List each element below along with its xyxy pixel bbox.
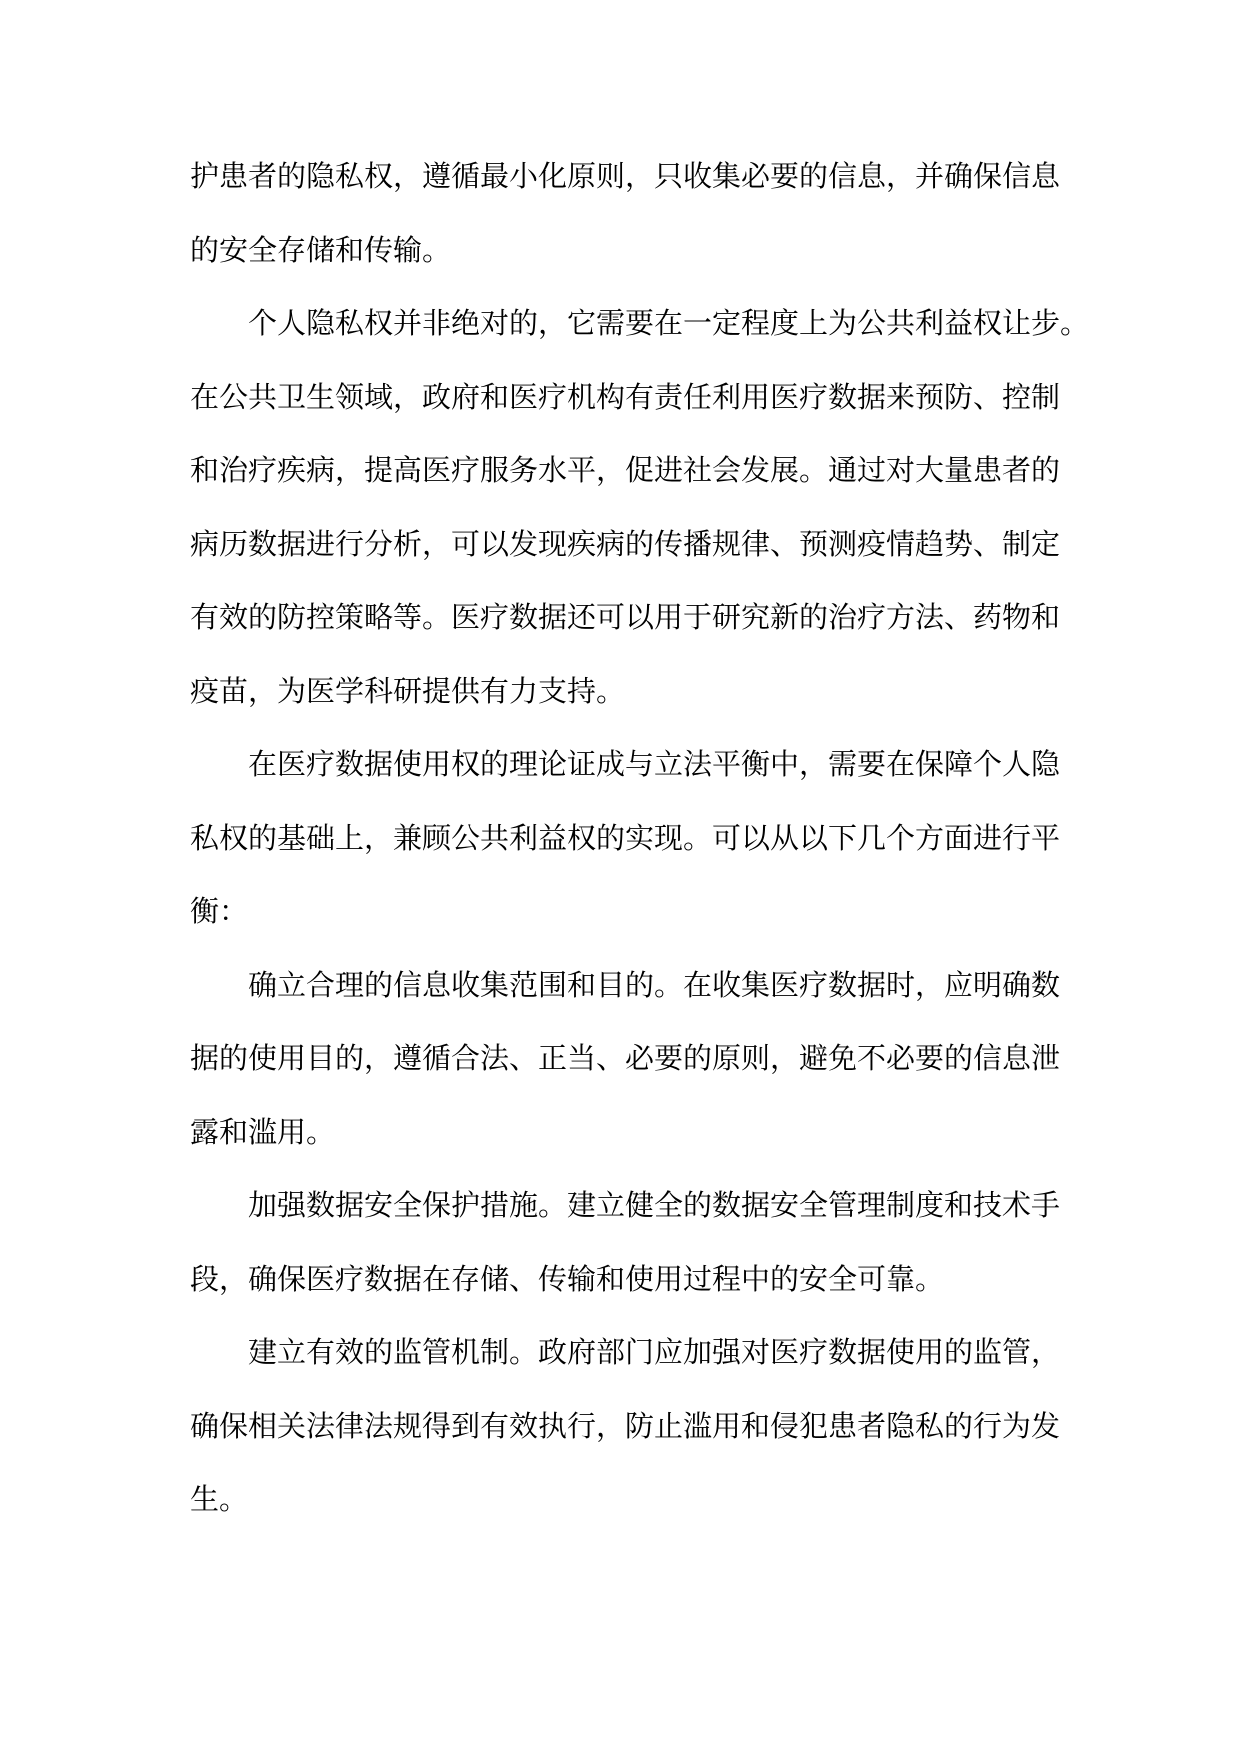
paragraph-line: 生。 bbox=[190, 1482, 249, 1516]
paragraph-line: 疫苗，为医学科研提供有力支持。 bbox=[190, 673, 626, 708]
paragraph-line: 个人隐私权并非绝对的，它需要在一定程度上为公共利益权让步。 bbox=[248, 306, 1090, 340]
paragraph-line: 私权的基础上，兼顾公共利益权的实现。可以从以下几个方面进行平 bbox=[190, 820, 1061, 855]
paragraph-line: 确保相关法律法规得到有效执行，防止滥用和侵犯患者隐私的行为发 bbox=[190, 1408, 1061, 1443]
paragraph-line: 衡： bbox=[190, 894, 249, 928]
paragraph-line: 病历数据进行分析，可以发现疾病的传播规律、预测疫情趋势、制定 bbox=[190, 526, 1061, 561]
paragraph-line: 加强数据安全保护措施。建立健全的数据安全管理制度和技术手 bbox=[248, 1188, 1061, 1222]
paragraph-line: 露和滥用。 bbox=[190, 1114, 336, 1149]
paragraph-line: 据的使用目的，遵循合法、正当、必要的原则，避免不必要的信息泄 bbox=[190, 1041, 1061, 1075]
paragraph-line: 有效的防控策略等。医疗数据还可以用于研究新的治疗方法、药物和 bbox=[190, 600, 1061, 634]
document-body bbox=[190, 140, 1090, 1537]
paragraph-line: 在医疗数据使用权的理论证成与立法平衡中，需要在保障个人隐 bbox=[248, 747, 1061, 781]
paragraph-line: 段，确保医疗数据在存储、传输和使用过程中的安全可靠。 bbox=[190, 1261, 945, 1296]
paragraph-line: 的安全存储和传输。 bbox=[190, 232, 452, 267]
paragraph-line: 护患者的隐私权，遵循最小化原则，只收集必要的信息，并确保信息 bbox=[190, 159, 1061, 193]
paragraph-line: 建立有效的监管机制。政府部门应加强对医疗数据使用的监管， bbox=[248, 1335, 1061, 1369]
paragraph-line: 和治疗疾病，提高医疗服务水平，促进社会发展。通过对大量患者的 bbox=[190, 453, 1061, 487]
paragraph-line: 确立合理的信息收集范围和目的。在收集医疗数据时，应明确数 bbox=[248, 967, 1061, 1002]
paragraph-line: 在公共卫生领域，政府和医疗机构有责任利用医疗数据来预防、控制 bbox=[190, 379, 1061, 414]
